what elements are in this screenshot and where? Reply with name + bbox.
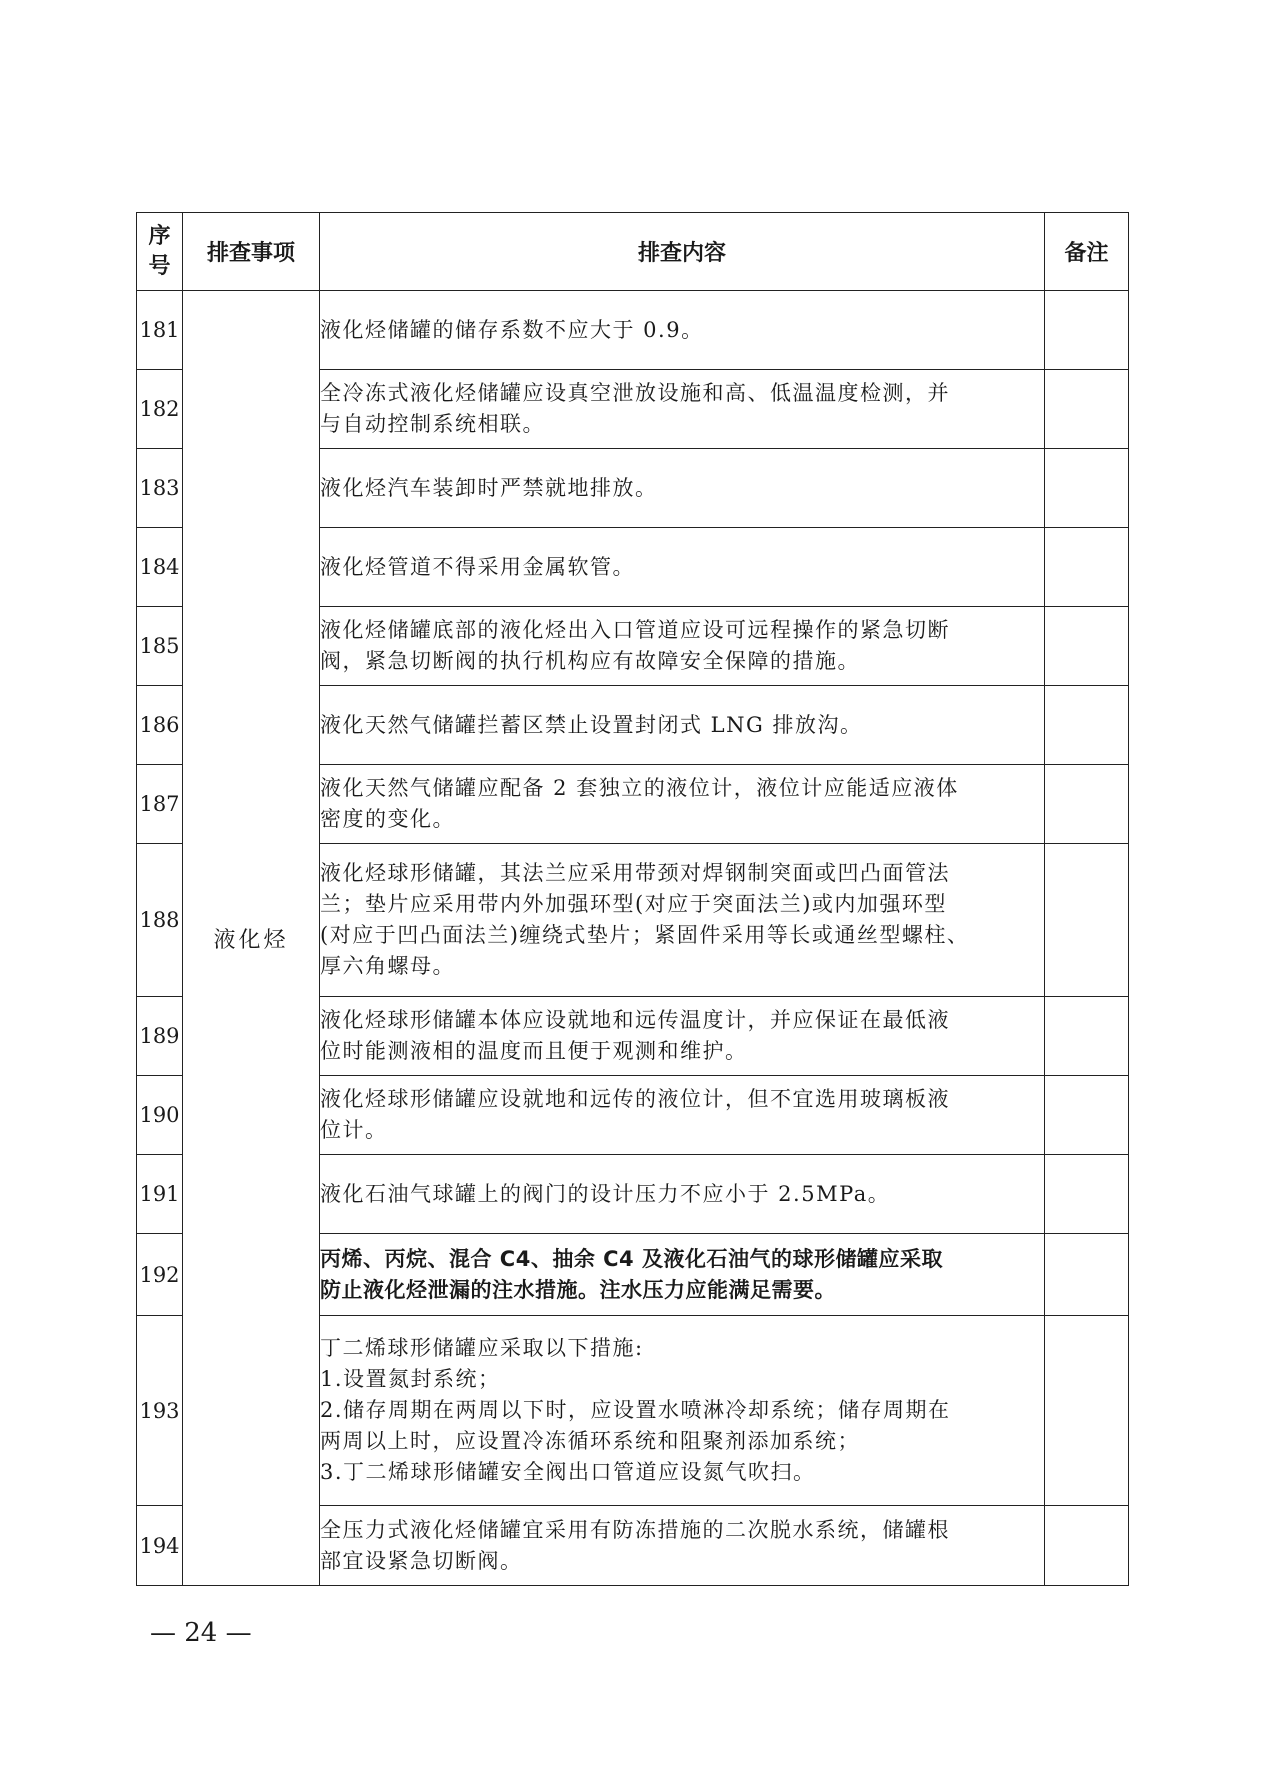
content-line: 液化烃球形储罐应设就地和远传的液位计，但不宜选用玻璃板液 xyxy=(320,1087,950,1111)
content-line: 3.丁二烯球形储罐安全阀出口管道应设氮气吹扫。 xyxy=(320,1460,816,1484)
content-line: 液化烃储罐底部的液化烃出入口管道应设可远程操作的紧急切断 xyxy=(320,618,950,642)
content-line: 液化天然气储罐拦蓄区禁止设置封闭式 LNG 排放沟。 xyxy=(320,712,863,737)
row-content xyxy=(320,291,1045,370)
content-line: 液化烃球形储罐，其法兰应采用带颈对焊钢制突面或凹凸面管法 xyxy=(320,861,950,885)
remark-cell xyxy=(1045,997,1129,1076)
header-inspection-item: 排查事项 xyxy=(183,213,320,291)
content-line: 全压力式液化烃储罐宜采用有防冻措施的二次脱水系统，储罐根 xyxy=(320,1517,950,1542)
remark-cell xyxy=(1045,1076,1129,1155)
row-number: 190 xyxy=(137,1076,183,1155)
remark-cell xyxy=(1045,528,1129,607)
row-number: 188 xyxy=(137,844,183,997)
row-number: 185 xyxy=(137,607,183,686)
header-remark: 备注 xyxy=(1045,213,1129,291)
content-line: 全冷冻式液化烃储罐应设真空泄放设施和高、低温温度检测，并 xyxy=(320,381,950,405)
content-line: 防止液化烃泄漏的注水措施。注水压力应能满足需要。 xyxy=(320,1277,836,1302)
row-number: 193 xyxy=(137,1316,183,1506)
remark-cell xyxy=(1045,1155,1129,1234)
row-content xyxy=(320,686,1045,765)
row-number: 181 xyxy=(137,291,183,370)
row-number: 191 xyxy=(137,1155,183,1234)
content-line: 液化烃管道不得采用金属软管。 xyxy=(320,554,635,579)
content-line: 丁二烯球形储罐应采取以下措施: xyxy=(320,1336,644,1360)
table-row xyxy=(137,291,1129,370)
inspection-table xyxy=(136,212,1129,1586)
content-line: 1.设置氮封系统； xyxy=(320,1367,501,1391)
row-number: 182 xyxy=(137,370,183,449)
remark-cell xyxy=(1045,1234,1129,1316)
content-line: 厚六角螺母。 xyxy=(320,954,455,978)
row-content xyxy=(320,607,1045,686)
row-content xyxy=(320,1076,1045,1155)
content-line: 液化天然气储罐应配备 2 套独立的液位计，液位计应能适应液体 xyxy=(320,776,959,800)
content-line: 丙烯、丙烷、混合 C4、抽余 C4 及液化石油气的球形储罐应采取 xyxy=(320,1246,943,1271)
row-number: 184 xyxy=(137,528,183,607)
content-line: 2.储存周期在两周以下时，应设置水喷淋冷却系统；储存周期在 xyxy=(320,1398,951,1422)
row-content xyxy=(320,765,1045,844)
content-line: 密度的变化。 xyxy=(320,807,455,831)
row-content xyxy=(320,844,1045,997)
content-line: 部宜设紧急切断阀。 xyxy=(320,1548,523,1573)
content-line: 阀，紧急切断阀的执行机构应有故障安全保障的措施。 xyxy=(320,649,860,673)
row-content xyxy=(320,528,1045,607)
header-inspection-content: 排查内容 xyxy=(320,213,1045,291)
remark-cell xyxy=(1045,844,1129,997)
table-header-row xyxy=(137,213,1129,291)
content-line: 兰；垫片应采用带内外加强环型(对应于突面法兰)或内加强环型 xyxy=(320,892,947,916)
remark-cell xyxy=(1045,1316,1129,1506)
row-content xyxy=(320,449,1045,528)
content-line: 两周以上时，应设置冷冻循环系统和阻聚剂添加系统； xyxy=(320,1429,860,1453)
row-content xyxy=(320,1155,1045,1234)
content-line: 液化烃储罐的储存系数不应大于 0.9。 xyxy=(320,317,704,342)
content-line: 与自动控制系统相联。 xyxy=(320,412,545,436)
content-line: 位时能测液相的温度而且便于观测和维护。 xyxy=(320,1039,748,1063)
remark-cell xyxy=(1045,686,1129,765)
remark-cell xyxy=(1045,449,1129,528)
row-number: 186 xyxy=(137,686,183,765)
row-content xyxy=(320,370,1045,449)
remark-cell xyxy=(1045,370,1129,449)
header-serial-number-char2: 号 xyxy=(148,253,171,279)
row-number: 183 xyxy=(137,449,183,528)
header-serial-number xyxy=(137,213,183,291)
content-line: 液化烃球形储罐本体应设就地和远传温度计，并应保证在最低液 xyxy=(320,1008,950,1032)
row-content xyxy=(320,1506,1045,1586)
page-number: — 24 — xyxy=(150,1618,252,1648)
row-number: 187 xyxy=(137,765,183,844)
remark-cell xyxy=(1045,1506,1129,1586)
row-content xyxy=(320,1316,1045,1506)
row-number: 189 xyxy=(137,997,183,1076)
content-line: 液化烃汽车装卸时严禁就地排放。 xyxy=(320,475,658,500)
header-serial-number-char1: 序 xyxy=(148,223,171,249)
content-line: 位计。 xyxy=(320,1118,388,1142)
content-line: 液化石油气球罐上的阀门的设计压力不应小于 2.5MPa。 xyxy=(320,1181,891,1206)
row-content xyxy=(320,997,1045,1076)
remark-cell xyxy=(1045,291,1129,370)
remark-cell xyxy=(1045,765,1129,844)
remark-cell xyxy=(1045,607,1129,686)
row-number: 192 xyxy=(137,1234,183,1316)
content-line: (对应于凹凸面法兰)缠绕式垫片；紧固件采用等长或通丝型螺柱、 xyxy=(320,923,970,947)
row-content xyxy=(320,1234,1045,1316)
row-number: 194 xyxy=(137,1506,183,1586)
category-cell: 液化烃 xyxy=(183,291,320,1586)
